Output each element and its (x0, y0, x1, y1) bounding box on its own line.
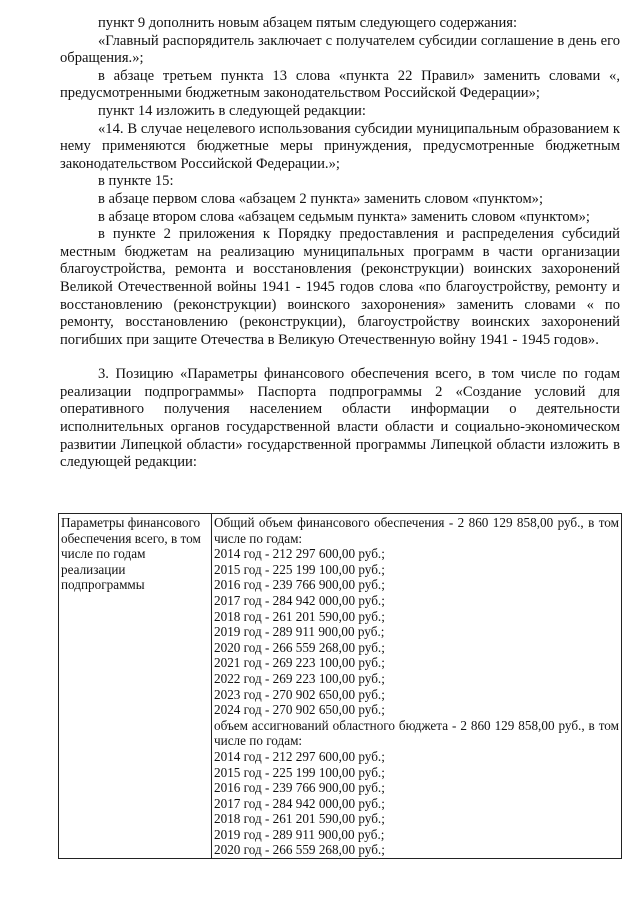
paragraph: 3. Позицию «Параметры финансового обеспечения всего, в том числе по годам реализации подпрограммы» Паспорта подпрограммы 2 «Создание условий для оперативного получения населением области информации о деятельности исполнительных органов государственной власти области и социально-экономическом развитии Липецкой области» государственной программы Липецкой области изложить в следующей редакции: (60, 366, 620, 471)
regional-year-line: 2016 год - 239 766 900,00 руб.; (214, 780, 385, 796)
total-year-line: 2022 год - 269 223 100,00 руб.; (214, 670, 385, 686)
total-year-line: 2017 год - 284 942 000,00 руб.; (214, 592, 385, 608)
regional-year-line: 2019 год - 289 911 900,00 руб.; (214, 826, 385, 842)
total-intro: Общий объем финансового обеспечения - 2 860 129 858,00 руб., в том числе по годам: (214, 515, 619, 546)
total-year-line: 2019 год - 289 911 900,00 руб.; (214, 624, 385, 640)
parameter-values-cell (212, 514, 622, 859)
regional-year-line: 2014 год - 212 297 600,00 руб.; (214, 748, 385, 764)
regional-year-line: 2018 год - 261 201 590,00 руб.; (214, 811, 385, 827)
total-year-line: 2018 год - 261 201 590,00 руб.; (214, 608, 385, 624)
regional-year-line: 2017 год - 284 942 000,00 руб.; (214, 795, 385, 811)
parameters-table (58, 513, 622, 859)
paragraph: в пункте 2 приложения к Порядку предоставления и распределения субсидий местным бюджетам на реализацию муниципальных программ в части организации благоустройства, ремонта и восстановления (реконструкции) воинских захоронений Великой Отечественной войны 1941 - 1945 годов слова «по благоустройству, ремонту и восстановлению (реконструкции) воинского захоронения» заменить словами « по ремонту, восстановлению (реконструкции), благоустройству воинских захоронений погибших при защите Отечества в Великую Отечественную войну 1941 - 1945 годов». (60, 226, 620, 348)
regional-intro: объем ассигнований областного бюджета - 2 860 129 858,00 руб., в том числе по годам: (214, 717, 619, 749)
spacer (60, 349, 620, 366)
paragraph: в абзаце втором слова «абзацем седьмым пункта» заменить словом «пунктом»; (98, 208, 590, 225)
paragraph: в абзаце третьем пункта 13 слова «пункта 22 Правил» заменить словами «, предусмотренными бюджетным законодательством Российской Федерации»; (60, 67, 620, 102)
total-year-line: 2021 год - 269 223 100,00 руб.; (214, 655, 385, 671)
paragraph: в абзаце первом слова «абзацем 2 пункта» заменить словом «пунктом»; (98, 190, 544, 207)
paragraph: в пункте 15: (98, 173, 174, 190)
parameter-label-cell: Параметры финансового обеспечения всего, в том числе по годам реализации подпрограммы (59, 514, 212, 859)
paragraph: пункт 9 дополнить новым абзацем пятым следующего содержания: (98, 15, 518, 31)
regional-year-line: 2020 год - 266 559 268,00 руб.; (214, 842, 385, 858)
total-year-line: 2015 год - 225 199 100,00 руб.; (214, 561, 385, 577)
total-year-line: 2014 год - 212 297 600,00 руб.; (214, 546, 385, 562)
body-text (60, 15, 620, 472)
paragraph: пункт 14 изложить в следующей редакции: (98, 102, 366, 119)
regional-year-line: 2015 год - 225 199 100,00 руб.; (214, 764, 385, 780)
paragraph: «Главный распорядитель заключает с получателем субсидии соглашение в день его обращения.»; (60, 32, 620, 67)
paragraph: «14. В случае нецелевого использования субсидии муниципальным образованием к нему применяются бюджетные меры принуждения, предусмотренные бюджетным законодательством Российской Федерации.»; (60, 120, 620, 172)
total-year-line: 2020 год - 266 559 268,00 руб.; (214, 639, 385, 655)
total-year-line: 2024 год - 270 902 650,00 руб.; (214, 702, 385, 718)
table-row (59, 514, 622, 859)
total-year-line: 2016 год - 239 766 900,00 руб.; (214, 577, 385, 593)
total-year-line: 2023 год - 270 902 650,00 руб.; (214, 686, 385, 702)
